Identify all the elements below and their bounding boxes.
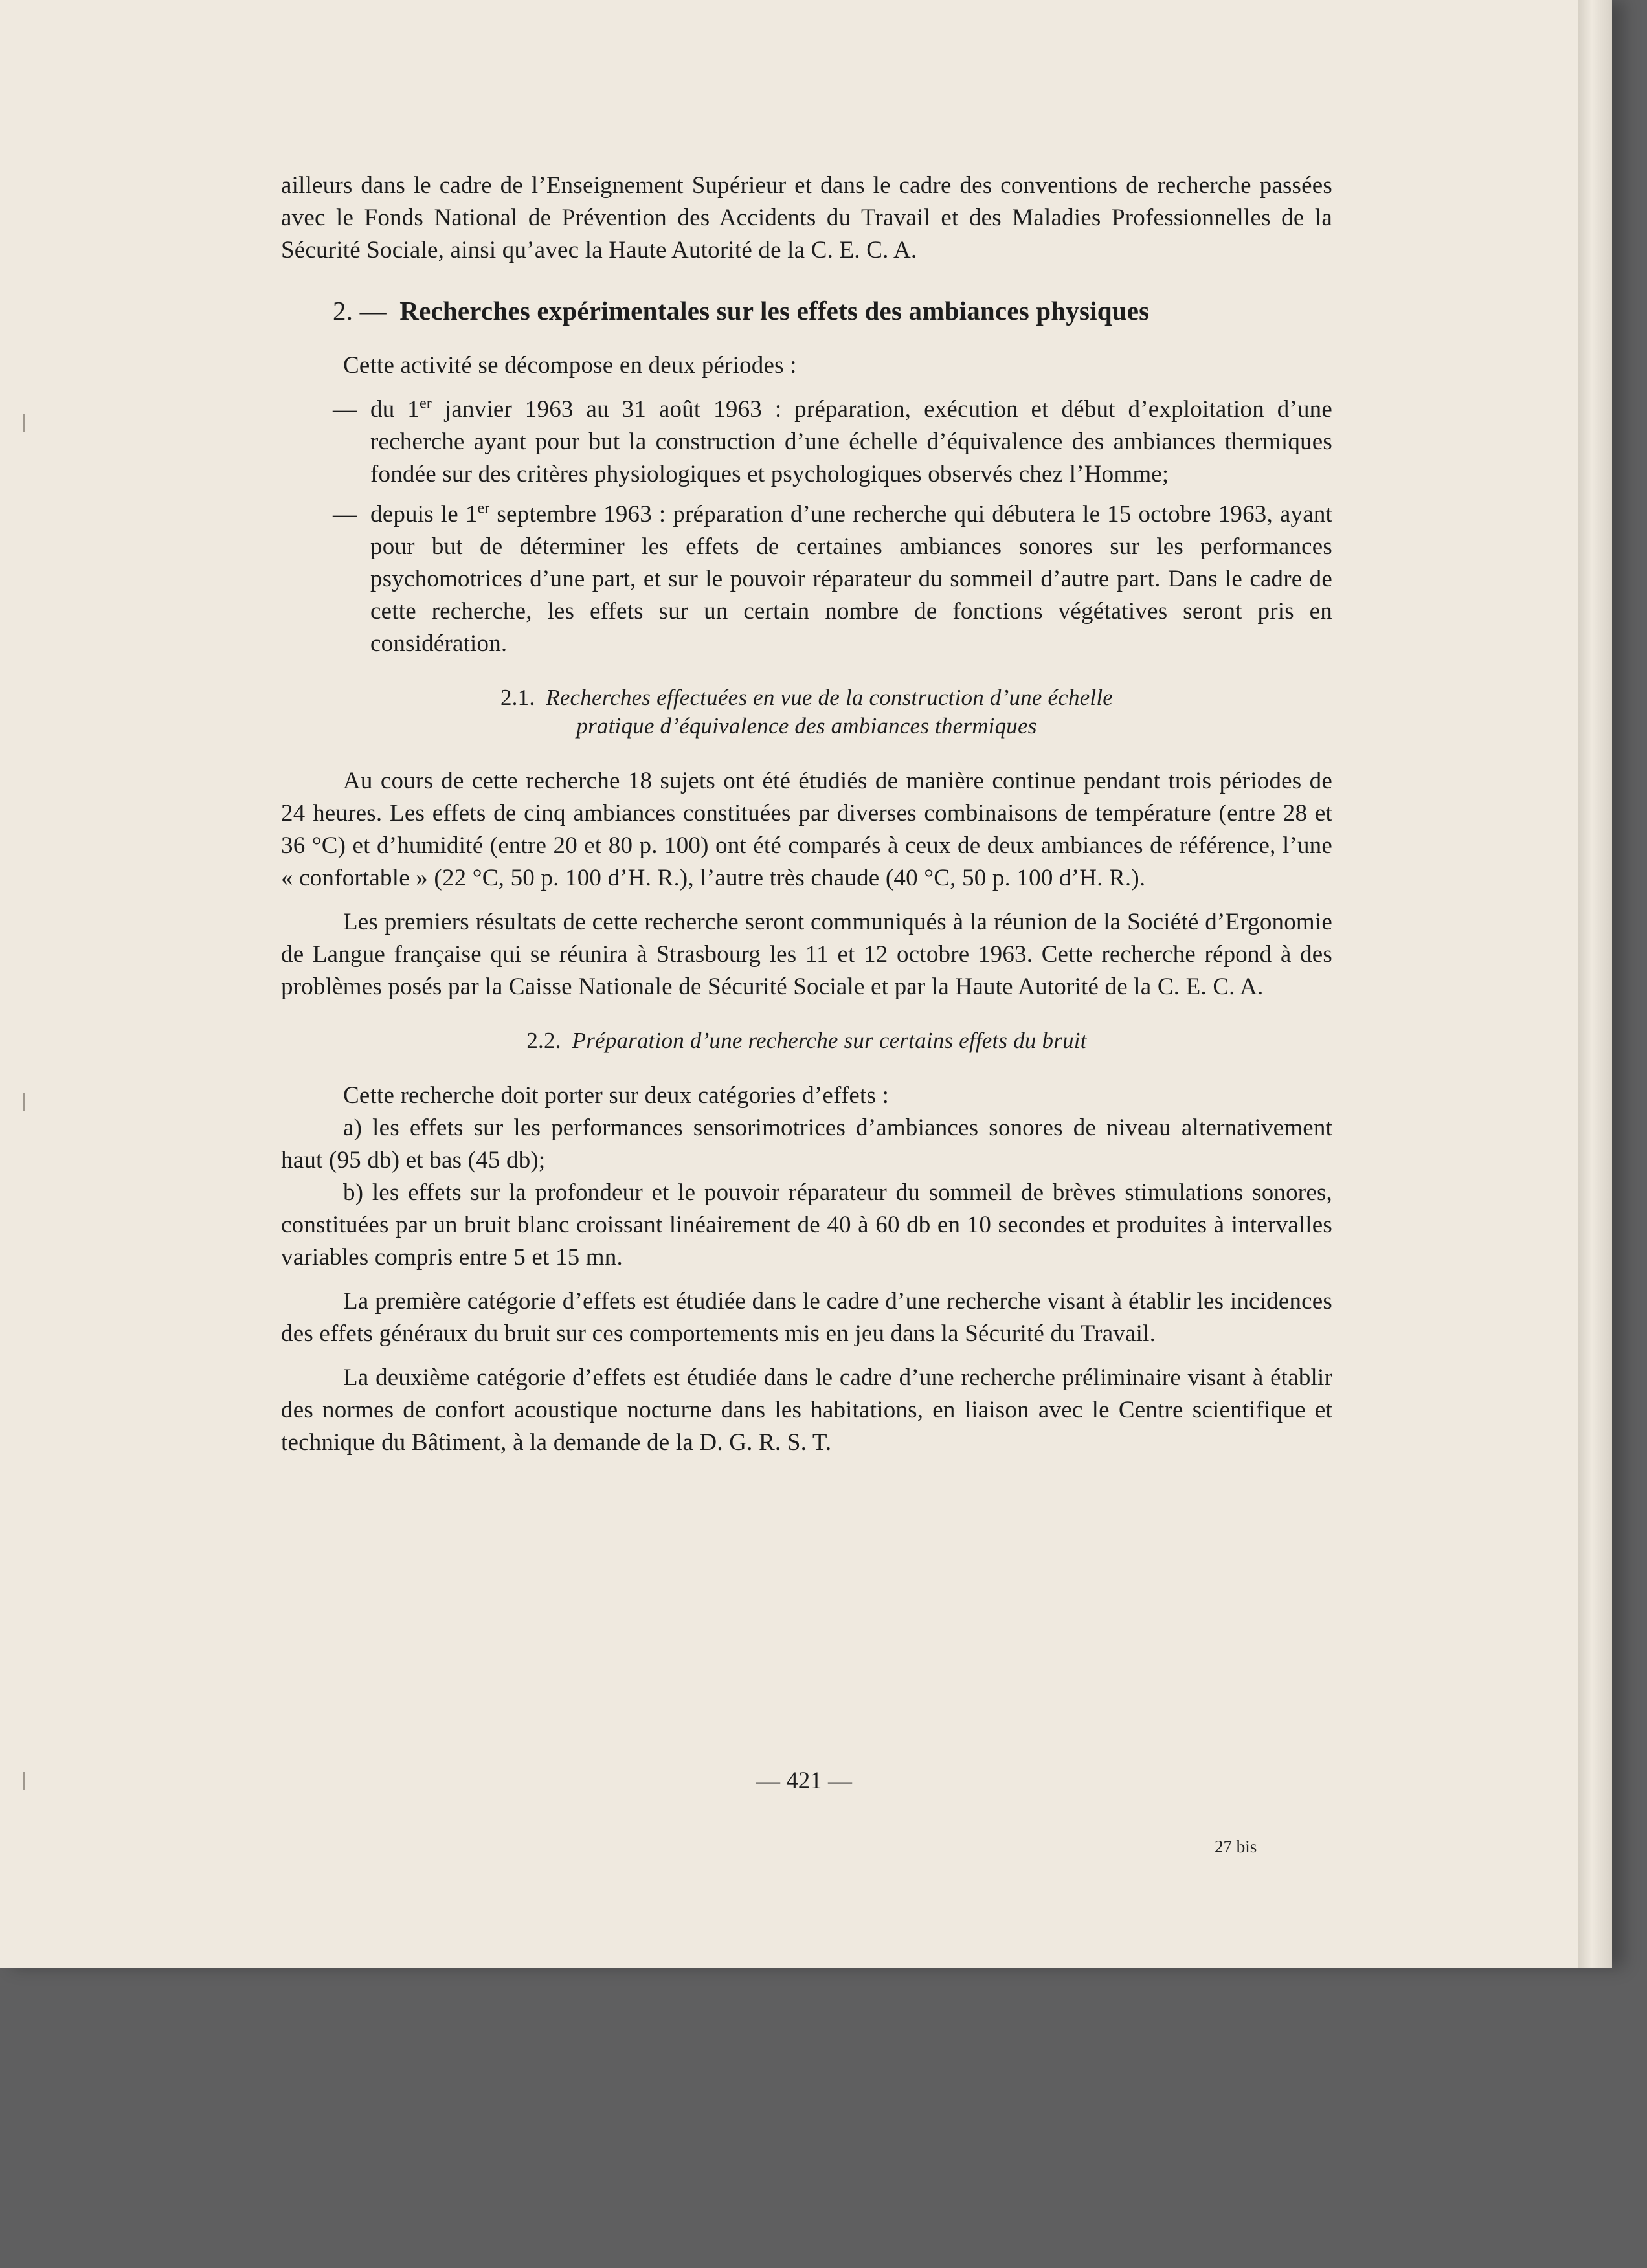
dash-marker: — — [333, 501, 357, 528]
binding-mark — [23, 1772, 25, 1790]
period-item — [281, 394, 1332, 491]
period-item — [281, 498, 1332, 660]
section-2-2-title: Préparation d’une recherche sur certains effets du bruit — [572, 1028, 1087, 1053]
dash-marker: — — [333, 396, 357, 423]
period-prefix: depuis le 1 — [370, 501, 478, 528]
page-number: — 421 — — [756, 1768, 852, 1794]
page-edge — [1578, 0, 1612, 1968]
section-2-title: Recherches expérimentales sur les effets des ambiances physiques — [399, 296, 1150, 326]
section-2-number: 2. — — [333, 296, 387, 326]
ordinal-superscript: er — [477, 500, 490, 517]
section-2-1-paragraph-2: Les premiers résultats de cette recherche seront communiqués à la réunion de la Société d’Ergonomie de Langue française qui se réunira à Strasbourg les 11 et 12 octobre 1963. Cette recherche répond à des problèmes posés par la Caisse Nationale de Sécurité Sociale et par la Haute Autorité de la C. E. C. A. — [281, 909, 1332, 1000]
effect-item-a: a) les effets sur les performances sensorimotrices d’ambiances sonores de niveau alternativement haut (95 db) et bas (45 db); — [281, 1115, 1332, 1173]
section-2-2-paragraph-1: La première catégorie d’effets est étudiée dans le cadre d’une recherche visant à établir les incidences des effets généraux du bruit sur ces comportements mis en jeu dans la Sécurité du Travail. — [281, 1288, 1332, 1347]
section-2-intro: Cette activité se décompose en deux périodes : — [343, 352, 797, 379]
section-2-heading — [333, 294, 1332, 328]
binding-mark — [23, 1093, 25, 1111]
section-2-1-title-line-2: pratique d’équivalence des ambiances thermiques — [576, 713, 1037, 739]
period-prefix: du 1 — [370, 396, 420, 423]
section-2-2-heading — [281, 1027, 1332, 1055]
effect-item-b: b) les effets sur la profondeur et le pouvoir réparateur du sommeil de brèves stimulations sonores, constituées par un bruit blanc croissant linéairement de 40 à 60 db en 10 secondes et produites à intervalles variables compris entre 5 et 15 mn. — [281, 1179, 1332, 1271]
footer-note: 27 bis — [1215, 1837, 1257, 1856]
section-2-2-number: 2.2. — [526, 1028, 561, 1053]
period-list — [281, 394, 1332, 660]
section-2-1-title-line-1: Recherches effectuées en vue de la construction d’une échelle — [546, 685, 1114, 710]
section-2-1-paragraph-1: Au cours de cette recherche 18 sujets ont été étudiés de manière continue pendant trois périodes de 24 heures. Les effets de cinq ambiances constituées par diverses combinaisons de température (entre 28 et 36 °C) et d’humidité (entre 20 et 80 p. 100) ont été comparés à ceux de deux ambiances de référence, l’une « confortable » (22 °C, 50 p. 100 d’H. R.), l’autre très chaude (40 °C, 50 p. 100 d’H. R.). — [281, 768, 1332, 891]
binding-mark — [23, 414, 25, 432]
section-2-1-number: 2.1. — [500, 685, 535, 710]
document-text — [281, 170, 1332, 1471]
binding-marks — [23, 0, 26, 1968]
section-2-2-paragraph-2: La deuxième catégorie d’effets est étudiée dans le cadre d’une recherche préliminaire visant à établir des normes de confort acoustique nocturne dans les habitations, en liaison avec le Centre scientifique et technique du Bâtiment, à la demande de la D. G. R. S. T. — [281, 1364, 1332, 1456]
section-2-2-intro: Cette recherche doit porter sur deux catégories d’effets : — [343, 1082, 890, 1109]
ordinal-superscript: er — [419, 395, 432, 412]
intro-paragraph: ailleurs dans le cadre de l’Enseignement Supérieur et dans le cadre des conventions de recherche passées avec le Fonds National de Prévention des Accidents du Travail et des Maladies Professionnelles de la Sécurité Sociale, ainsi qu’avec la Haute Autorité de la C. E. C. A. — [281, 172, 1332, 263]
period-text: septembre 1963 : préparation d’une recherche qui débutera le 15 octobre 1963, ayant pour but de déterminer les effets de certaines ambiances sonores sur les performances psychomotrices d’une part, et sur le pouvoir réparateur du sommeil d’autre part. Dans le cadre de cette recherche, les effets sur un certain nombre de fonctions végétatives seront pris en considération. — [370, 501, 1332, 657]
period-text: janvier 1963 au 31 août 1963 : préparation, exécution et début d’exploitation d’une recherche ayant pour but la construction d’une échelle d’équivalence des ambiances thermiques fondée sur des critères physiologiques et psychologiques observés chez l’Homme; — [370, 396, 1332, 487]
section-2-1-heading — [281, 684, 1332, 740]
